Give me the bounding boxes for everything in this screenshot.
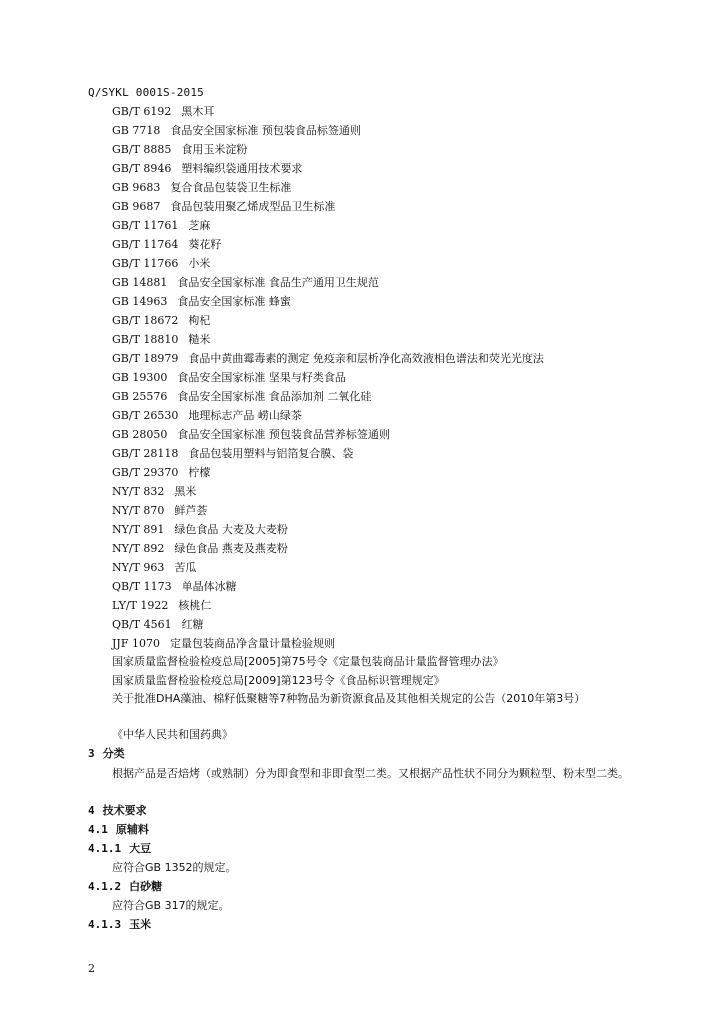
section-4-1-heading — [88, 822, 149, 838]
reference-title: 塑料编织袋通用技术要求 — [181, 162, 303, 175]
reference-code: GB/T 11761 — [112, 219, 179, 232]
section-number: 4.1.1 — [88, 842, 122, 855]
reference-item — [112, 370, 346, 386]
reference-title: 黑木耳 — [181, 105, 215, 118]
reference-code: GB 28050 — [112, 428, 168, 441]
reference-code: GB/T 18672 — [112, 314, 179, 327]
reference-item — [112, 560, 196, 576]
reference-title: 食品安全国家标准 预包装食品标签通则 — [170, 124, 361, 137]
reference-title: 红糖 — [181, 618, 204, 631]
reference-code: NY/T 892 — [112, 542, 165, 555]
reference-title: 食用玉米淀粉 — [181, 143, 248, 156]
reference-title: 定量包装商品净含量计量检验规则 — [169, 637, 335, 650]
reference-title: 地理标志产品 崂山绿茶 — [188, 409, 302, 422]
reference-item — [112, 503, 207, 519]
section-title: 大豆 — [129, 842, 152, 855]
reference-code: GB/T 26530 — [112, 409, 179, 422]
reference-title: 核桃仁 — [178, 599, 212, 612]
reference-item — [112, 199, 335, 215]
reference-item — [112, 256, 210, 272]
reference-title: 枸杞 — [188, 314, 211, 327]
reference-code: GB/T 11764 — [112, 238, 179, 251]
reference-title: 葵花籽 — [188, 238, 222, 251]
reference-item — [112, 541, 288, 557]
reference-title: 黑米 — [174, 485, 197, 498]
reference-item — [112, 294, 291, 310]
section-title: 原辅料 — [115, 823, 149, 836]
reference-item — [112, 522, 288, 538]
section-number: 4 — [88, 804, 95, 817]
reference-item — [112, 446, 353, 462]
reference-item — [112, 161, 302, 177]
reference-title: 食品安全国家标准 食品生产通用卫生规范 — [177, 276, 379, 289]
regulation-line: 国家质量监督检验检疫总局[2005]第75号令《定量包装商品计量监督管理办法》 — [112, 655, 504, 668]
section-title: 技术要求 — [102, 804, 147, 817]
reference-code: NY/T 832 — [112, 485, 165, 498]
reference-code: GB/T 29370 — [112, 466, 179, 479]
reference-code: GB/T 8885 — [112, 143, 172, 156]
reference-item — [112, 389, 371, 405]
reference-item — [112, 465, 210, 481]
reference-title: 糙米 — [188, 333, 211, 346]
reference-title: 苦瓜 — [174, 561, 197, 574]
reference-code: NY/T 891 — [112, 523, 165, 536]
section-4-1-1-heading — [88, 841, 151, 857]
reference-code: GB/T 6192 — [112, 105, 172, 118]
reference-title: 食品安全国家标准 坚果与籽类食品 — [177, 371, 346, 384]
section-3-heading — [88, 746, 125, 762]
reference-item — [112, 617, 204, 633]
section-4-1-2-text: 应符合GB 317的规定。 — [112, 899, 230, 912]
reference-code: GB/T 18979 — [112, 352, 179, 365]
reference-title: 食品安全国家标准 食品添加剂 二氧化硅 — [177, 390, 372, 403]
reference-item — [112, 351, 544, 367]
section-4-1-2-heading — [88, 879, 162, 895]
reference-item — [112, 123, 361, 139]
section-number: 4.1.2 — [88, 880, 122, 893]
section-4-1-3-heading — [88, 917, 151, 933]
reference-title: 鲜芦荟 — [174, 504, 208, 517]
reference-title: 芝麻 — [188, 219, 211, 232]
reference-code: NY/T 963 — [112, 561, 165, 574]
reference-title: 单晶体冰糖 — [181, 580, 237, 593]
page-number: 2 — [88, 962, 95, 975]
reference-item — [112, 636, 335, 652]
reference-title: 绿色食品 燕麦及燕麦粉 — [174, 542, 288, 555]
reference-code: NY/T 870 — [112, 504, 165, 517]
reference-code: QB/T 1173 — [112, 580, 172, 593]
reference-item — [112, 579, 237, 595]
reference-code: QB/T 4561 — [112, 618, 172, 631]
section-number: 4.1 — [88, 823, 108, 836]
section-4-heading — [88, 803, 147, 819]
reference-code: GB 14881 — [112, 276, 168, 289]
reference-code: GB 14963 — [112, 295, 168, 308]
section-title: 白砂糖 — [129, 880, 163, 893]
announcement-paragraph: 关于批准DHA藻油、棉籽低聚糖等7种物品为新资源食品及其他相关规定的公告（2010年第3号） — [112, 692, 586, 705]
reference-item — [112, 237, 221, 253]
reference-code: GB 9683 — [112, 181, 161, 194]
document-code: Q/SYKL 0001S-2015 — [88, 86, 204, 99]
reference-title: 柠檬 — [188, 466, 211, 479]
reference-code: GB/T 11766 — [112, 257, 179, 270]
section-title: 玉米 — [129, 918, 152, 931]
reference-title: 小米 — [188, 257, 211, 270]
reference-item — [112, 142, 247, 158]
reference-item — [112, 598, 211, 614]
reference-code: JJF 1070 — [112, 637, 160, 650]
pharmacopoeia-line: 《中华人民共和国药典》 — [112, 728, 233, 741]
regulation-line: 国家质量监督检验检疫总局[2009]第123号令《食品标识管理规定》 — [112, 674, 445, 687]
reference-title: 食品安全国家标准 蜂蜜 — [177, 295, 291, 308]
reference-code: GB 9687 — [112, 200, 161, 213]
reference-code: LY/T 1922 — [112, 599, 169, 612]
reference-title: 绿色食品 大麦及大麦粉 — [174, 523, 288, 536]
reference-item — [112, 275, 379, 291]
reference-item — [112, 332, 210, 348]
section-4-1-1-text: 应符合GB 1352的规定。 — [112, 861, 237, 874]
reference-code: GB 25576 — [112, 390, 168, 403]
reference-title: 食品安全国家标准 预包装食品营养标签通则 — [177, 428, 390, 441]
section-title: 分类 — [102, 747, 125, 760]
reference-title: 食品中黄曲霉毒素的测定 免疫亲和层析净化高效液相色谱法和荧光光度法 — [188, 352, 544, 365]
section-3-text: 根据产品是否焙烤（或熟制）分为即食型和非即食型二类。又根据产品性状不同分为颗粒型、粉末型二类。 — [112, 767, 629, 780]
reference-code: GB 7718 — [112, 124, 161, 137]
reference-item — [112, 313, 210, 329]
section-number: 4.1.3 — [88, 918, 122, 931]
reference-item — [112, 218, 210, 234]
reference-title: 食品包装用塑料与铝箔复合膜、袋 — [188, 447, 354, 460]
reference-item — [112, 408, 302, 424]
reference-item — [112, 104, 214, 120]
reference-item — [112, 484, 196, 500]
reference-item — [112, 427, 390, 443]
reference-title: 食品包装用聚乙烯成型品卫生标准 — [170, 200, 336, 213]
reference-code: GB/T 18810 — [112, 333, 179, 346]
reference-code: GB 19300 — [112, 371, 168, 384]
reference-item — [112, 180, 291, 196]
reference-code: GB/T 28118 — [112, 447, 179, 460]
reference-code: GB/T 8946 — [112, 162, 172, 175]
reference-title: 复合食品包装袋卫生标准 — [170, 181, 292, 194]
section-number: 3 — [88, 747, 95, 760]
